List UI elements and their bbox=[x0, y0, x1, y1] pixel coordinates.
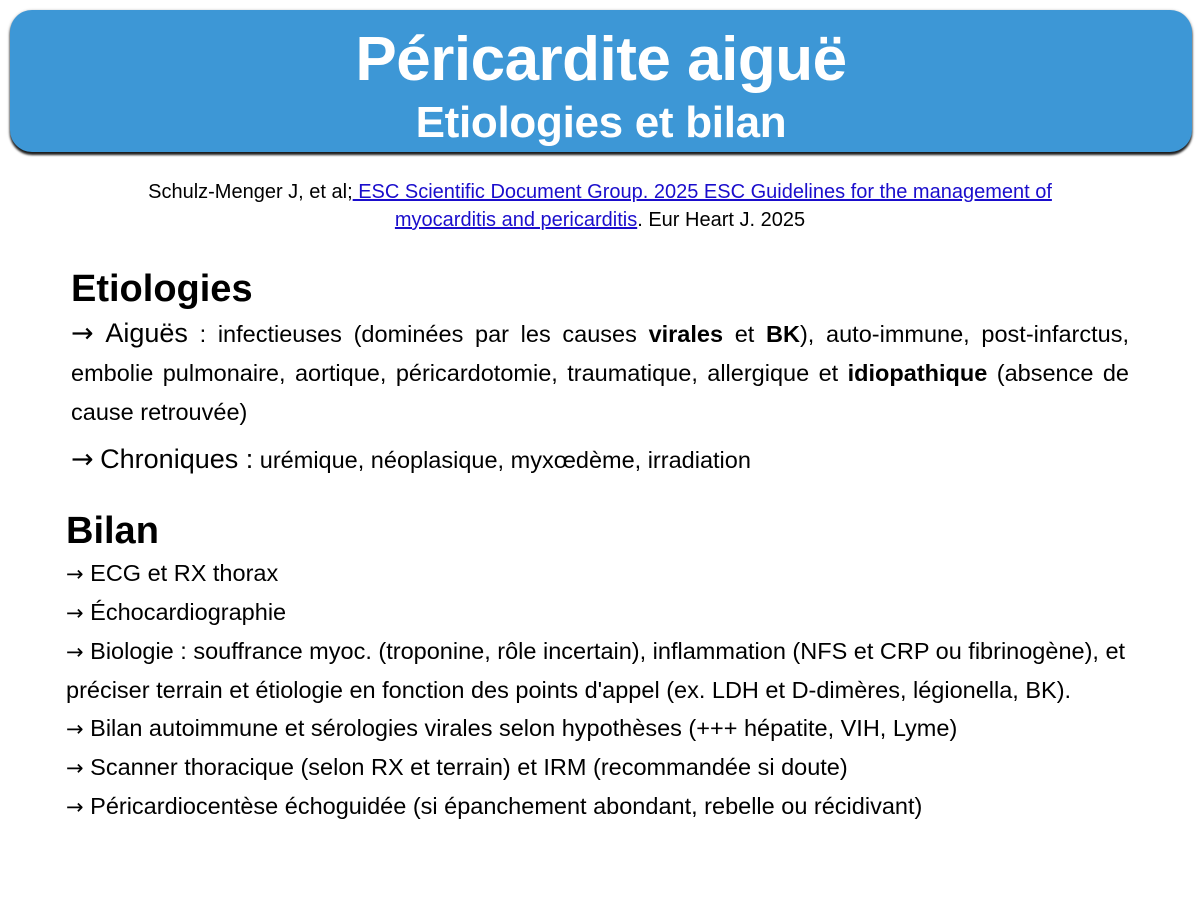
aigues-bold-bk: BK bbox=[766, 321, 800, 347]
arrow-right-icon: → bbox=[66, 756, 84, 780]
bilan-item-text: Biologie : souffrance myoc. (troponine, rôle incertain), inflammation (NFS et CRP ou fibrinogène), et préciser terrain et étiologie en fonction des points d'appel (ex. LDH et D-dimères, légionella, BK). bbox=[66, 638, 1126, 703]
bilan-heading: Bilan bbox=[66, 510, 159, 552]
reference-link-part1[interactable]: ESC Scientific Document Group. 2025 ESC Guidelines for the management of bbox=[352, 181, 1052, 203]
reference-journal: . Eur Heart J. 2025 bbox=[637, 209, 806, 231]
bilan-item bbox=[66, 748, 1146, 787]
arrow-right-icon: → bbox=[71, 318, 94, 349]
arrow-right-icon: → bbox=[66, 601, 84, 625]
bilan-item-text: ECG et RX thorax bbox=[90, 560, 279, 586]
bilan-item bbox=[66, 709, 1146, 748]
bilan-item bbox=[66, 632, 1146, 709]
arrow-right-icon: → bbox=[71, 444, 94, 475]
aigues-text-1: infectieuses (dominées par les causes bbox=[217, 321, 649, 347]
bilan-item-text: Scanner thoracique (selon RX et terrain) et IRM (recommandée si doute) bbox=[90, 754, 848, 780]
arrow-right-icon: → bbox=[66, 717, 84, 741]
arrow-right-icon: → bbox=[66, 640, 84, 664]
aigues-bold-virales: virales bbox=[648, 321, 724, 347]
reference-authors: Schulz-Menger J, et al; bbox=[148, 181, 353, 203]
bilan-item-text: Échocardiographie bbox=[90, 599, 287, 625]
bilan-section bbox=[66, 508, 1146, 826]
bilan-item-text: Péricardiocentèse échoguidée (si épanchement abondant, rebelle ou récidivant) bbox=[90, 793, 923, 819]
reference-link-part2[interactable]: myocarditis and pericarditis bbox=[394, 209, 638, 231]
chroniques-text: urémique, néoplasique, myxœdème, irradiation bbox=[253, 447, 751, 473]
bilan-list bbox=[66, 554, 1146, 826]
arrow-right-icon: → bbox=[66, 562, 84, 586]
title-banner bbox=[10, 10, 1192, 152]
page-subtitle: Etiologies et bilan bbox=[415, 98, 787, 147]
aigues-label: Aiguës bbox=[105, 318, 188, 348]
chroniques-label: Chroniques : bbox=[100, 444, 254, 474]
aigues-text-4: (absence de cause retrouvée) bbox=[71, 360, 1129, 425]
bilan-item bbox=[66, 554, 1146, 593]
bilan-item bbox=[66, 787, 1146, 826]
aigues-text-3: ), auto-immune, post-infarctus, embolie pulmonaire, aortique, péricardotomie, traumatique, allergique et bbox=[71, 321, 1129, 386]
aigues-text-2: et bbox=[723, 321, 767, 347]
etiologies-aigues-paragraph bbox=[71, 314, 1129, 432]
etiologies-section bbox=[71, 266, 1129, 480]
bilan-item bbox=[66, 593, 1146, 632]
aigues-bold-idiopathique: idiopathique bbox=[847, 360, 988, 386]
aigues-separator: : bbox=[187, 321, 218, 347]
bilan-item-text: Bilan autoimmune et sérologies virales selon hypothèses (+++ hépatite, VIH, Lyme) bbox=[90, 715, 958, 741]
reference-citation bbox=[30, 178, 1170, 234]
page-title: Péricardite aiguë bbox=[355, 25, 847, 94]
arrow-right-icon: → bbox=[66, 795, 84, 819]
etiologies-chroniques-paragraph bbox=[71, 440, 1129, 480]
etiologies-heading: Etiologies bbox=[71, 268, 253, 310]
